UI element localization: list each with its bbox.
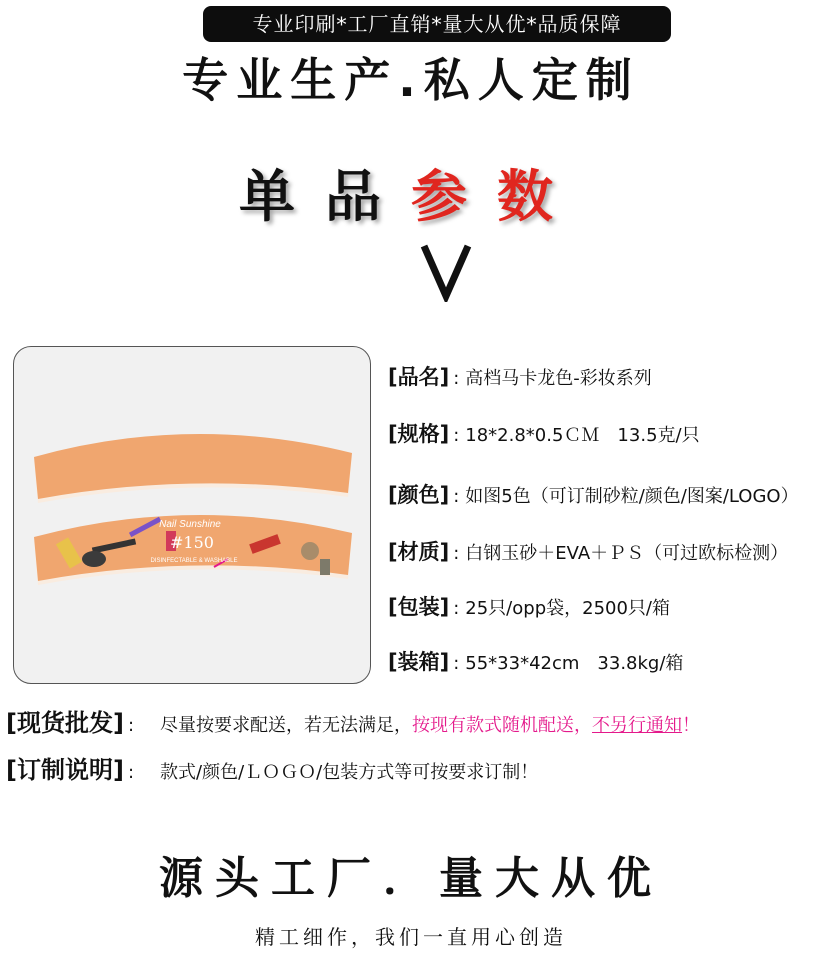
spec-key: [包装] <box>388 595 450 619</box>
spec-row-size <box>388 419 700 451</box>
top-banner <box>203 6 671 42</box>
note-underlined: 不另行通知 <box>592 715 683 736</box>
spec-row-color <box>388 480 799 512</box>
colon: : <box>453 653 460 674</box>
brush-head-icon <box>82 551 106 567</box>
spec-value: 25只/opp袋，2500只/箱 <box>465 598 670 619</box>
brand-text: Nail Sunshine <box>159 519 221 530</box>
note-stock <box>6 706 700 743</box>
spec-key: [颜色] <box>388 483 450 507</box>
footer-title: 源头工厂．量大从优 <box>159 853 663 904</box>
note-key: [订制说明] <box>6 756 124 784</box>
footer-subtitle: 精工细作，我们一直用心创造 <box>255 925 567 949</box>
colon: : <box>453 425 460 446</box>
product-image-card <box>13 346 371 684</box>
note-highlight: 按现有款式随机配送， <box>412 715 593 736</box>
spec-key: [装箱] <box>388 650 450 674</box>
washable-caption: DISINFECTABLE & WASHABLE <box>150 558 238 564</box>
banner-text: 专业印刷*工厂直销*量大从优*品质保障 <box>252 12 622 36</box>
spec-value: 18*2.8*0.5ＣＭ 13.5克/只 <box>465 425 700 446</box>
spec-row-name <box>388 362 652 394</box>
colon: : <box>127 715 135 736</box>
spec-value: 55*33*42cm 33.8kg/箱 <box>465 653 684 674</box>
section-title-main: 单品 <box>239 165 411 230</box>
note-end: ！ <box>682 715 701 736</box>
spec-value: 高档马卡龙色-彩妆系列 <box>465 368 652 389</box>
spec-row-packing <box>388 592 670 624</box>
spec-value: 如图5色（可订制砂粒/颜色/图案/LOGO） <box>465 486 799 507</box>
spec-row-material <box>388 537 788 569</box>
note-text: 款式/颜色/ＬＯＧＯ/包装方式等可按要求订制！ <box>160 762 539 783</box>
spec-key: [品名] <box>388 365 450 389</box>
spec-key: [规格] <box>388 422 450 446</box>
spec-value: 白钢玉砂＋EVA＋ＰＳ（可过欧标检测） <box>465 543 789 564</box>
chevron-down-icon <box>418 240 474 302</box>
section-title-accent: 参数 <box>411 165 583 230</box>
spec-key: [材质] <box>388 540 450 564</box>
note-key: [现货批发] <box>6 709 124 737</box>
colon: : <box>453 486 460 507</box>
colon: : <box>127 762 135 783</box>
section-title <box>0 158 822 238</box>
polish-bottle-icon <box>320 559 330 575</box>
grit-number: #150 <box>170 533 214 552</box>
nail-file-illustration <box>14 347 370 683</box>
spec-row-carton <box>388 647 683 679</box>
headline: 专业生产.私人定制 <box>182 53 640 107</box>
note-text: 尽量按要求配送，若无法满足， <box>160 715 413 736</box>
colon: : <box>453 368 460 389</box>
note-custom <box>6 753 538 790</box>
colon: : <box>453 543 460 564</box>
colon: : <box>453 598 460 619</box>
compact-icon <box>301 542 319 560</box>
